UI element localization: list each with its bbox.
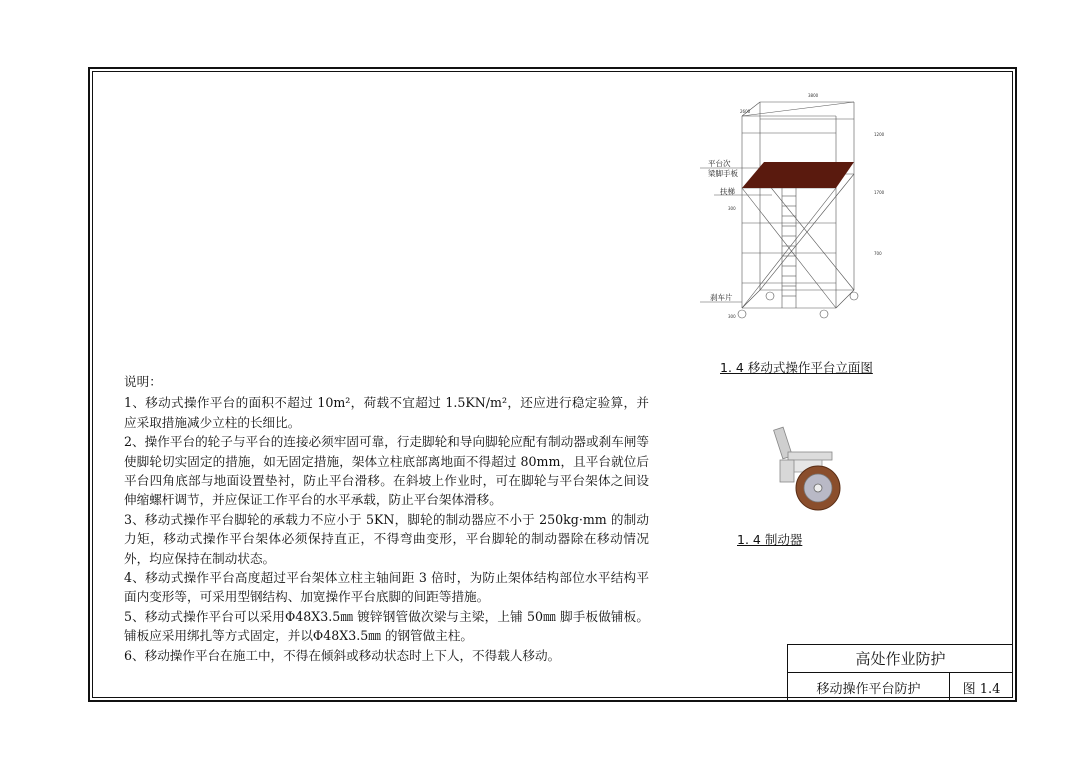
note-item-2: 2、操作平台的轮子与平台的连接必须牢固可靠，行走脚轮和导向脚轮应配有制动器或刹车闸等使脚轮切实固定的措施，如无固定措施，架体立柱底部离地面不得超过 80mm，且平台就位后平台四角底部与地面设置垫衬，防止平台滑移。在斜坡上作业时，可在脚轮与平台架体之间设伸缩螺杆调节，并应保证工作平台的水平承载，防止平台架体滑移。 [124, 434, 649, 508]
label-ladder: 扶梯 [720, 187, 735, 196]
notes-section [124, 372, 649, 665]
title-block [787, 644, 1013, 701]
note-item-5: 5、移动式操作平台可以采用Φ48X3.5㎜ 镀锌钢管做次梁与主梁，上铺 50㎜ 脚手板做铺板。铺板应采用绑扎等方式固定，并以Φ48X3.5㎜ 的钢管做主柱。 [124, 608, 649, 644]
label-brake-piece: 刹车片 [710, 293, 733, 302]
title-drawing-name: 移动操作平台防护 [788, 673, 950, 701]
note-item-1: 1、移动式操作平台的面积不超过 10m²，荷载不宜超过 1.5KN/m²，还应进行稳定验算，并应采取措施减少立柱的长细比。 [124, 395, 649, 430]
note-item-3: 3、移动式操作平台脚轮的承载力不应小于 5KN，脚轮的制动器应不小于 250kg·mm 的制动力矩，移动式操作平台架体必须保持直正，不得弯曲变形，平台脚轮的制动器除在移动情况外，均应保持在制动状态。 [124, 511, 649, 566]
platform-deck [742, 162, 854, 188]
title-figure-number: 图 1.4 [962, 681, 1001, 697]
note-item-6: 6、移动操作平台在施工中，不得在倾斜或移动状态时上下人，不得载人移动。 [124, 647, 561, 663]
platform-elevation-figure [694, 88, 885, 338]
dim-width: 3800 [808, 93, 819, 98]
dim-mid-height: 1700 [874, 190, 885, 195]
label-platform-beam-2: 梁脚手板 [708, 169, 738, 178]
dim-rail-height: 1200 [874, 132, 885, 137]
notes-heading: 说明： [124, 374, 162, 389]
dim-lower-height: 700 [874, 251, 882, 256]
brake-caption: 1. 4 制动器 [737, 532, 803, 547]
caster-wheel [796, 466, 840, 510]
dim-gap-lower: 300 [728, 314, 736, 319]
label-platform-beam-1: 平台次 [708, 159, 731, 168]
note-item-4: 4、移动式操作平台高度超过平台架体立柱主轴间距 3 倍时，为防止架体结构部位水平结构平面内变形等，可采用型钢结构、加宽操作平台底脚的间距等措施。 [124, 570, 649, 605]
elevation-caption: 1. 4 移动式操作平台立面图 [720, 360, 873, 375]
brake-caster-figure [766, 414, 856, 514]
dim-gap-upper: 300 [728, 206, 736, 211]
dim-depth: 2600 [740, 109, 751, 114]
title-category: 高处作业防护 [788, 645, 1013, 673]
